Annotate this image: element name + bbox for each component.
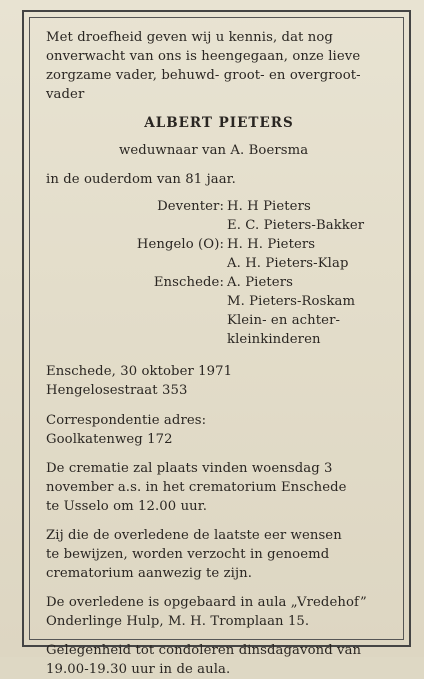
home-address: Hengelosestraat 353 [46, 383, 188, 398]
family-member: H. H. Pieters [227, 237, 316, 252]
family-member: A. Pieters [227, 275, 293, 290]
intro-line: onverwacht van ons is heengegaan, onze lieve [46, 49, 361, 64]
wish-line: Zij die de overledene de laatste eer wensen [46, 528, 342, 543]
wish-paragraph [46, 526, 392, 583]
condolence-line: Gelegenheid tot condoleren dinsdagavond van [46, 643, 362, 658]
date-place: Enschede, 30 oktober 1971 [46, 364, 233, 379]
death-announcement [46, 28, 392, 679]
age-line: in de ouderdom van 81 jaar. [46, 172, 236, 187]
cremation-line: november a.s. in het crematorium Enschede [46, 480, 347, 495]
family-place [46, 292, 227, 311]
wish-line: te bewijzen, worden verzocht in genoemd [46, 547, 330, 562]
intro-line: vader [46, 87, 85, 102]
intro-paragraph [46, 28, 392, 104]
correspondence-address: Goolkatenweg 172 [46, 432, 173, 447]
family-place [46, 216, 227, 235]
family-member: M. Pieters-Roskam [227, 294, 356, 309]
family-member: E. C. Pieters-Bakker [227, 218, 365, 233]
laid-out-paragraph [46, 593, 392, 631]
family-member: H. H Pieters [227, 199, 311, 214]
family-place [46, 311, 227, 330]
wish-line: crematorium aanwezig te zijn. [46, 566, 253, 581]
family-list [46, 197, 392, 349]
family-place: Enschede: [153, 275, 224, 290]
intro-line: Met droefheid geven wij u kennis, dat nog [46, 30, 333, 45]
condolence-paragraph [46, 641, 392, 679]
family-member: Klein- en achter- [227, 313, 341, 328]
cremation-line: De crematie zal plaats vinden woensdag 3 [46, 461, 333, 476]
family-member: kleinkinderen [227, 332, 321, 347]
family-place: Hengelo (O): [136, 237, 224, 252]
cremation-line: te Usselo om 12.00 uur. [46, 499, 208, 514]
cremation-paragraph [46, 459, 392, 516]
family-place [46, 254, 227, 273]
family-member: A. H. Pieters-Klap [227, 256, 349, 271]
laid-out-line: Onderlinge Hulp, M. H. Tromplaan 15. [46, 614, 310, 629]
family-place: Deventer: [157, 199, 224, 214]
widower-line: weduwnaar van A. Boersma [119, 143, 309, 158]
correspondence-label: Correspondentie adres: [46, 413, 207, 428]
laid-out-line: De overledene is opgebaard in aula „Vredehof” [46, 595, 367, 610]
condolence-line: 19.00-19.30 uur in de aula. [46, 662, 231, 677]
deceased-name: ALBERT PIETERS [144, 115, 294, 131]
intro-line: zorgzame vader, behuwd- groot- en overgroot- [46, 68, 361, 83]
family-place [46, 330, 227, 349]
